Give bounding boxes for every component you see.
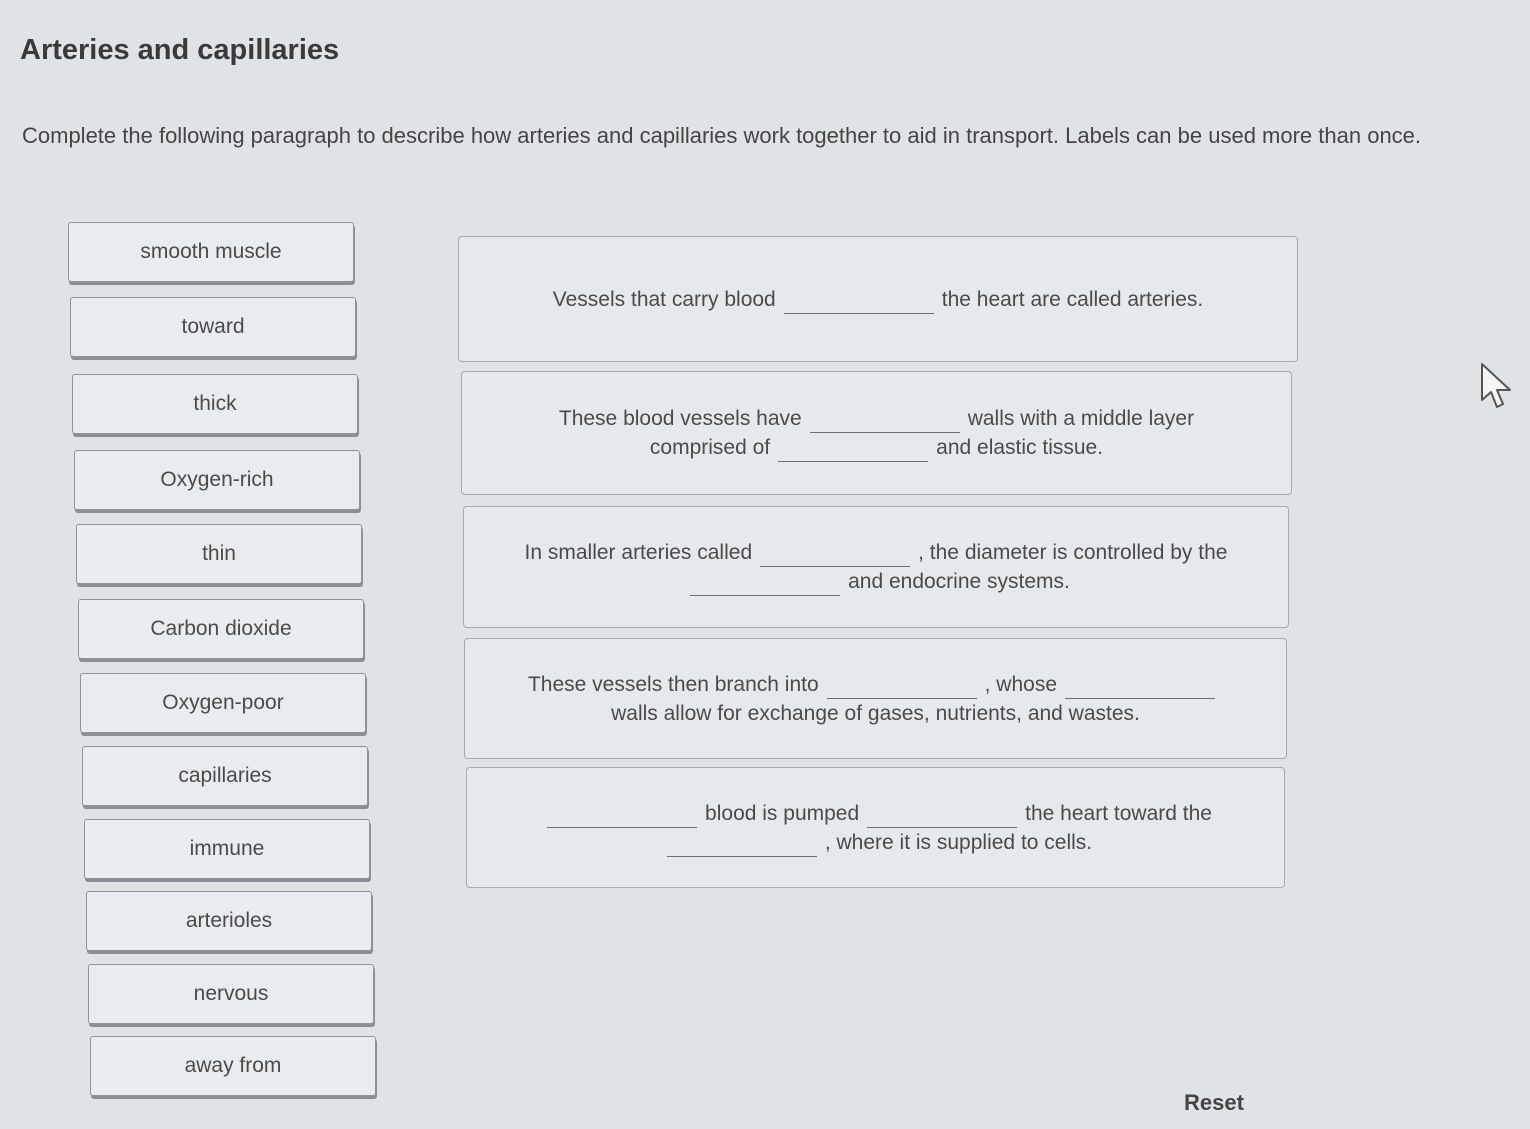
drop-blank[interactable] (1065, 676, 1215, 699)
label-nervous[interactable]: nervous (88, 964, 374, 1024)
sentence-box-3 (463, 506, 1289, 628)
drop-blank[interactable] (867, 805, 1017, 828)
drop-blank[interactable] (810, 410, 960, 433)
mouse-pointer-icon (1480, 362, 1514, 415)
label-capillaries[interactable]: capillaries (82, 746, 368, 806)
drop-blank[interactable] (667, 834, 817, 857)
sentence-text: the heart are called arteries. (941, 287, 1204, 311)
sentence-box-1 (458, 236, 1298, 362)
drop-blank[interactable] (827, 676, 977, 699)
sentence-text: walls with a middle layer (967, 407, 1195, 430)
label-oxygen-rich[interactable]: Oxygen-rich (74, 450, 360, 510)
sentence-text: These vessels then branch into (527, 672, 819, 696)
sentence-text: walls allow for exchange of gases, nutrients, and wastes. (611, 701, 1140, 725)
sentence-text: and endocrine systems. (848, 570, 1070, 593)
sentence-text: , whose (984, 672, 1058, 696)
instructions-text: Complete the following paragraph to describe how arteries and capillaries work together to aid in transport. Labels can be used more than once. (22, 123, 1422, 148)
sentence-text: Vessels that carry blood (552, 287, 776, 311)
label-toward[interactable]: toward (70, 297, 356, 357)
drop-blank[interactable] (547, 805, 697, 828)
label-immune[interactable]: immune (84, 819, 370, 879)
sentence-box-4 (464, 638, 1287, 759)
sentence-box-2 (461, 371, 1292, 495)
label-oxygen-poor[interactable]: Oxygen-poor (80, 673, 366, 733)
sentence-text: In smaller arteries called (524, 541, 753, 564)
drop-blank[interactable] (778, 439, 928, 462)
drop-blank[interactable] (760, 544, 910, 567)
sentence-text: and elastic tissue. (936, 436, 1104, 459)
sentence-box-5 (466, 767, 1285, 888)
page-title: Arteries and capillaries (20, 34, 340, 66)
label-arterioles[interactable]: arterioles (86, 891, 372, 951)
sentence-text: the heart toward the (1025, 801, 1212, 825)
label-carbon-dioxide[interactable]: Carbon dioxide (78, 599, 364, 659)
sentence-text: comprised of (649, 436, 771, 459)
label-thin[interactable]: thin (76, 524, 362, 584)
sentence-text: These blood vessels have (558, 407, 802, 430)
sentence-text: blood is pumped (705, 801, 860, 825)
reset-button[interactable]: Reset (1184, 1090, 1244, 1115)
label-smooth-muscle[interactable]: smooth muscle (68, 222, 354, 282)
sentence-text: , where it is supplied to cells. (824, 830, 1093, 854)
drop-blank[interactable] (690, 573, 840, 596)
drop-blank[interactable] (784, 291, 934, 314)
label-thick[interactable]: thick (72, 374, 358, 434)
sentence-text: , the diameter is controlled by the (918, 541, 1228, 564)
label-away-from[interactable]: away from (90, 1036, 376, 1096)
